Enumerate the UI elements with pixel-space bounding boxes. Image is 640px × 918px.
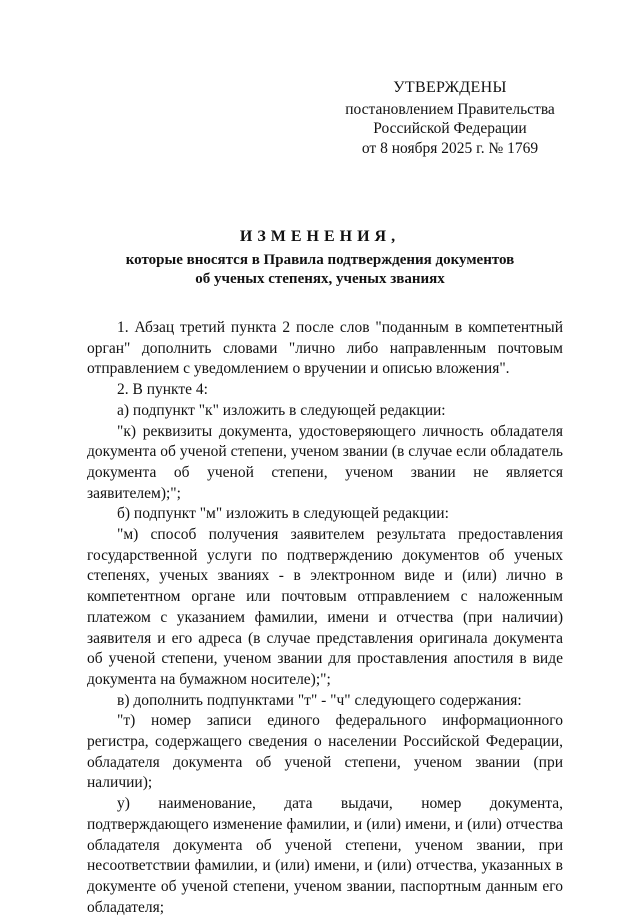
document-heading — [80, 228, 560, 289]
approval-line-3: от 8 ноября 2025 г. № 1769 — [361, 139, 539, 157]
approval-block — [330, 78, 570, 158]
paragraph-6: "м) способ получения заявителем результата предоставления государственной услуги по подтверждению документов об ученых степенях, ученых званиях - в электронном виде и (или) лично в компетентном органе или почтовым отправлением с наложенным платежом с указанием фамилии, имени и отчества (при наличии) заявителя и его адреса (в случае представления оригинала документа об ученой степени, ученом звании для проставления апостиля в виде документа на бумажном носителе);"; — [87, 526, 563, 688]
paragraph-4: "к) реквизиты документа, удостоверяющего личность обладателя документа об ученой степени, ученом звании (в случае если обладатель документа об ученой степени, ученом звании не является заявителем);"; — [87, 422, 563, 502]
approval-title: УТВЕРЖДЕНЫ — [393, 79, 507, 96]
heading-title: ИЗМЕНЕНИЯ, — [239, 228, 401, 245]
paragraph-1: 1. Абзац третий пункта 2 после слов "поданным в компетентный орган" дополнить словами "лично либо направленным почтовым отправлением с уведомлением о вручении и описью вложения". — [87, 319, 563, 378]
paragraph-3: а) подпункт "к" изложить в следующей редакции: — [117, 401, 446, 419]
paragraph-8: "т) номер записи единого федерального информационного регистра, содержащего сведения о населении Российской Федерации, обладателя документа об ученой степени, ученом звании (при наличии); — [87, 712, 563, 792]
paragraph-5: б) подпункт "м" изложить в следующей редакции: — [117, 505, 449, 523]
paragraph-9: у) наименование, дата выдачи, номер документа, подтверждающего изменение фамилии, и (или) имени, и (или) отчества обладателя документа об ученой степени, ученом звании, при несоответствии фамилии, и (или) имени, и (или) отчества, указанных в документе об ученой степени, ученом звании, паспортным данным его обладателя; — [87, 795, 563, 916]
approval-line-2: Российской Федерации — [373, 120, 527, 137]
paragraph-2: 2. В пункте 4: — [117, 381, 208, 399]
approval-line-1: постановлением Правительства — [345, 100, 555, 118]
heading-subtitle-line-1: которые вносятся в Правила подтверждения документов — [125, 252, 515, 268]
paragraph-7: в) дополнить подпунктами "т" - "ч" следующего содержания: — [117, 691, 522, 709]
document-body — [87, 318, 563, 918]
heading-subtitle-line-2: об ученых степенях, ученых званиях — [195, 271, 445, 287]
